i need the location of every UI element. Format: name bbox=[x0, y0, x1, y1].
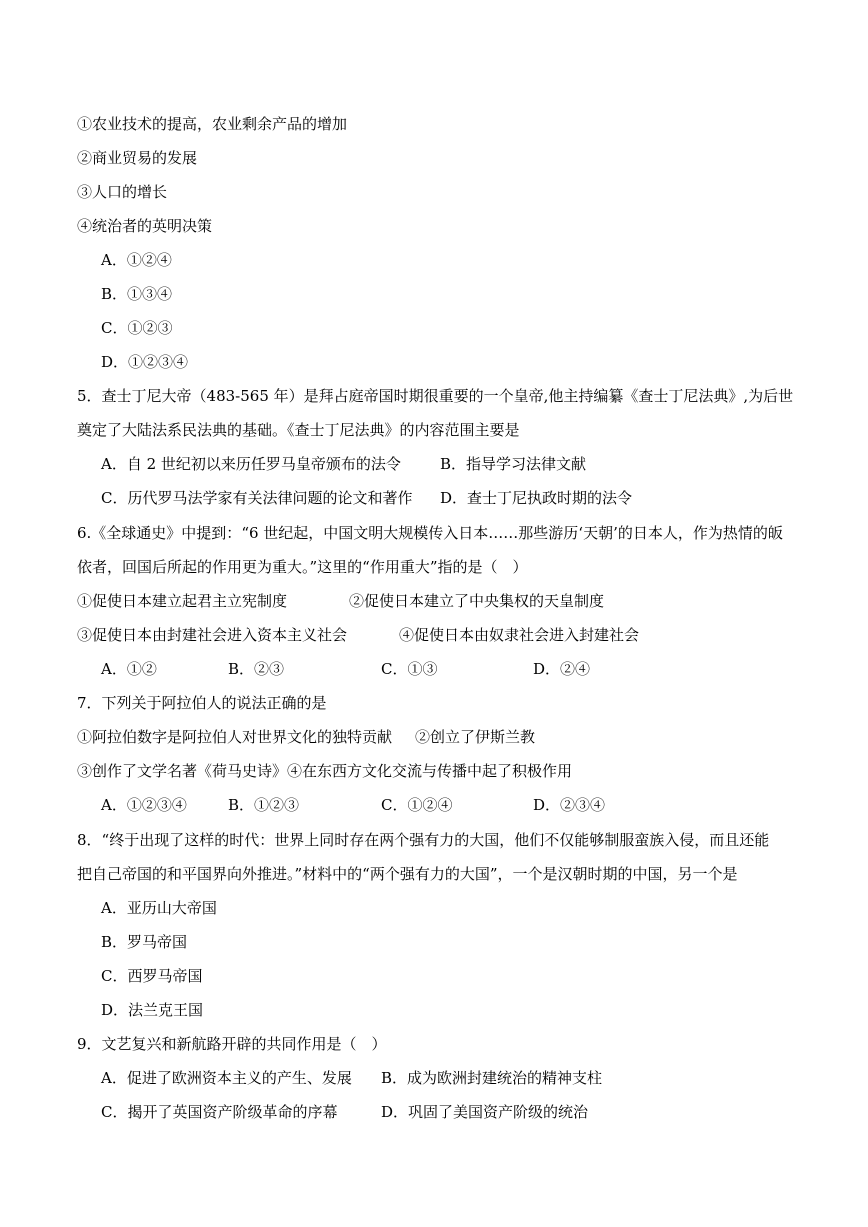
q5-option-a: A．自 2 世纪初以来历任罗马皇帝颁布的法令 bbox=[101, 455, 401, 473]
q8-stem-line-2: 把自己帝国的和平国界向外推进。”材料中的“两个强有力的大国”，一个是汉朝时期的中国，另一个是 bbox=[77, 865, 738, 883]
q7-option-c: C．①②④ bbox=[381, 796, 453, 814]
q7-options-row bbox=[101, 795, 606, 815]
q5-options-row-1 bbox=[101, 454, 587, 474]
q6-statement-3: ③促使日本由封建社会进入资本主义社会 bbox=[77, 626, 348, 644]
q6-stem-line-1: 6.《全球通史》中提到：“6 世纪起，中国文明大规模传入日本……那些游历‘天朝’的日本人，作为热情的皈 bbox=[77, 524, 783, 542]
q4-statement-4: ④统治者的英明决策 bbox=[77, 217, 213, 235]
q7-option-d: D．②③④ bbox=[533, 796, 606, 814]
q8-option-d: D．法兰克王国 bbox=[101, 1001, 204, 1019]
q4-statement-1: ①农业技术的提高，农业剩余产品的增加 bbox=[77, 115, 348, 133]
q6-statement-1: ①促使日本建立起君主立宪制度 bbox=[77, 592, 288, 610]
q6-option-a: A．①② bbox=[101, 660, 157, 678]
q7-statements-row-1 bbox=[77, 727, 536, 747]
q7-option-b: B．①②③ bbox=[228, 796, 300, 814]
q5-option-d: D．查士丁尼执政时期的法令 bbox=[440, 489, 633, 507]
q6-stem-line-2: 依者，回国后所起的作用更为重大。”这里的“作用重大”指的是（ ） bbox=[77, 558, 528, 576]
q8-option-c: C．西罗马帝国 bbox=[101, 967, 203, 985]
q5-option-b: B．指导学习法律文献 bbox=[440, 455, 587, 473]
q6-statement-2: ②促使日本建立了中央集权的天皇制度 bbox=[349, 592, 605, 610]
q6-option-c: C．①③ bbox=[381, 660, 438, 678]
q4-option-b: B．①③④ bbox=[101, 285, 173, 303]
q9-stem: 9．文艺复兴和新航路开辟的共同作用是（ ） bbox=[77, 1035, 387, 1053]
q6-statements-row-2 bbox=[77, 625, 640, 645]
q4-option-c: C．①②③ bbox=[101, 319, 173, 337]
q5-options-row-2 bbox=[101, 488, 633, 508]
q7-option-a: A．①②③④ bbox=[101, 796, 187, 814]
q4-option-d: D．①②③④ bbox=[101, 353, 189, 371]
q4-statement-3: ③人口的增长 bbox=[77, 183, 168, 201]
q6-option-d: D．②④ bbox=[533, 660, 591, 678]
q8-stem-line-1: 8．“终于出现了这样的时代：世界上同时存在两个强有力的大国，他们不仅能够制服蛮族入侵，而且还能 bbox=[77, 831, 770, 849]
q6-statement-4: ④促使日本由奴隶社会进入封建社会 bbox=[399, 626, 640, 644]
q5-stem-line-1: 5．查士丁尼大帝（483-565 年）是拜占庭帝国时期很重要的一个皇帝,他主持编纂《查士丁尼法典》,为后世 bbox=[77, 387, 794, 405]
q5-option-c: C．历代罗马法学家有关法律问题的论文和著作 bbox=[101, 489, 413, 507]
q7-statements-row-2: ③创作了文学名著《荷马史诗》④在东西方文化交流与传播中起了积极作用 bbox=[77, 762, 573, 780]
q9-option-c: C．揭开了英国资产阶级革命的序幕 bbox=[101, 1103, 338, 1121]
q9-option-b: B．成为欧洲封建统治的精神支柱 bbox=[381, 1069, 603, 1087]
q8-option-b: B．罗马帝国 bbox=[101, 933, 188, 951]
q6-statements-row-1 bbox=[77, 591, 605, 611]
q4-statement-2: ②商业贸易的发展 bbox=[77, 149, 198, 167]
q6-options-row bbox=[101, 659, 591, 679]
q9-options-row-1 bbox=[101, 1068, 603, 1088]
q9-options-row-2 bbox=[101, 1102, 589, 1122]
q5-stem-line-2: 奠定了大陆法系民法典的基础。《查士丁尼法典》的内容范围主要是 bbox=[77, 421, 520, 439]
q9-option-a: A．促进了欧洲资本主义的产生、发展 bbox=[101, 1069, 352, 1087]
q4-option-a: A．①②④ bbox=[101, 251, 172, 269]
q9-option-d: D．巩固了美国资产阶级的统治 bbox=[381, 1103, 589, 1121]
q8-option-a: A．亚历山大帝国 bbox=[101, 899, 217, 917]
q7-stem: 7．下列关于阿拉伯人的说法正确的是 bbox=[77, 694, 327, 712]
q6-option-b: B．②③ bbox=[228, 660, 285, 678]
q7-statement-2: ②创立了伊斯兰教 bbox=[415, 728, 536, 746]
q7-statement-1: ①阿拉伯数字是阿拉伯人对世界文化的独特贡献 bbox=[77, 728, 393, 746]
